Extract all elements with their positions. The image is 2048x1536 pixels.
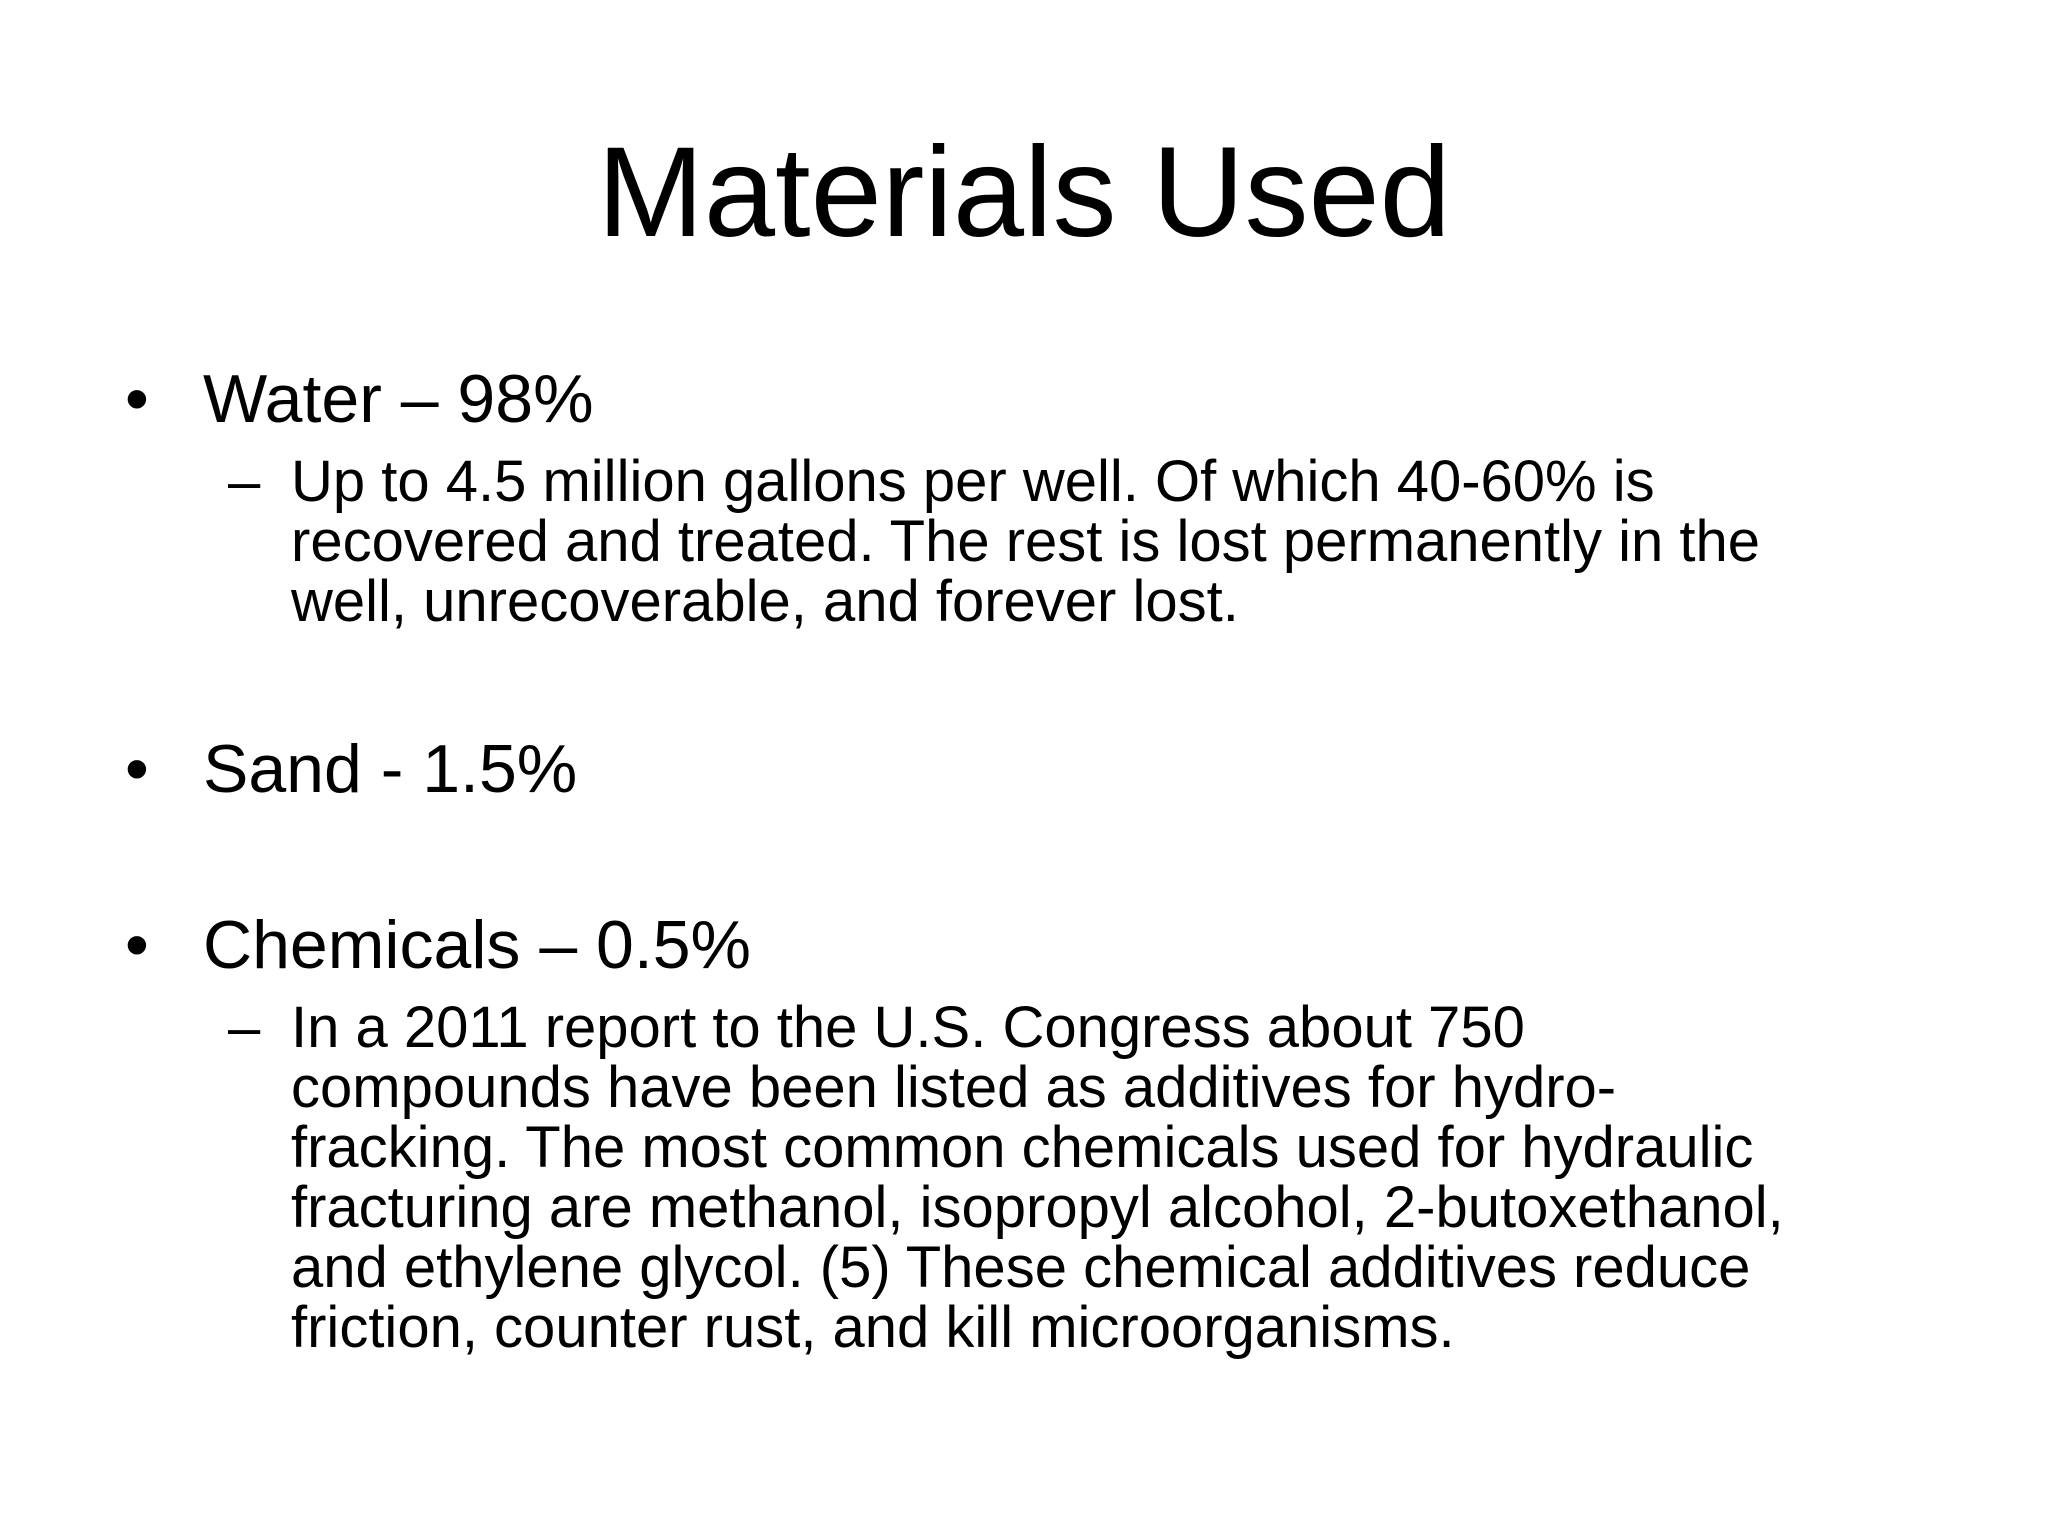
sub-bullet-line: In a 2011 report to the U.S. Congress about 750 bbox=[291, 995, 1525, 1060]
bullet-text-water: Water – 98% bbox=[203, 361, 594, 437]
sub-bullet-line: fracking. The most common chemicals used for hydraulic bbox=[291, 1115, 1754, 1180]
sub-bullet-line: fracturing are methanol, isopropyl alcohol, 2-butoxethanol, bbox=[291, 1175, 1784, 1240]
sub-bullet-line: friction, counter rust, and kill microorganisms. bbox=[291, 1295, 1455, 1360]
sub-bullet-marker: – bbox=[228, 449, 261, 514]
sub-bullet-chemicals bbox=[228, 995, 1948, 1360]
bullet-text-sand: Sand - 1.5% bbox=[203, 731, 578, 807]
bullet-marker: • bbox=[125, 907, 149, 983]
bullet-marker: • bbox=[125, 361, 149, 437]
sub-bullet-marker: – bbox=[228, 995, 261, 1060]
sub-bullet-line: Up to 4.5 million gallons per well. Of which 40-60% is bbox=[291, 449, 1655, 514]
bullet-text-chemicals: Chemicals – 0.5% bbox=[203, 907, 752, 983]
sub-bullet-water bbox=[228, 449, 1948, 634]
sub-bullet-line: well, unrecoverable, and forever lost. bbox=[291, 569, 1239, 634]
slide-title: Materials Used bbox=[597, 121, 1451, 264]
sub-bullet-line: recovered and treated. The rest is lost permanently in the bbox=[291, 509, 1761, 574]
bullet-marker: • bbox=[125, 731, 149, 807]
sub-bullet-line: and ethylene glycol. (5) These chemical additives reduce bbox=[291, 1235, 1751, 1300]
sub-bullet-line: compounds have been listed as additives for hydro- bbox=[291, 1055, 1617, 1120]
